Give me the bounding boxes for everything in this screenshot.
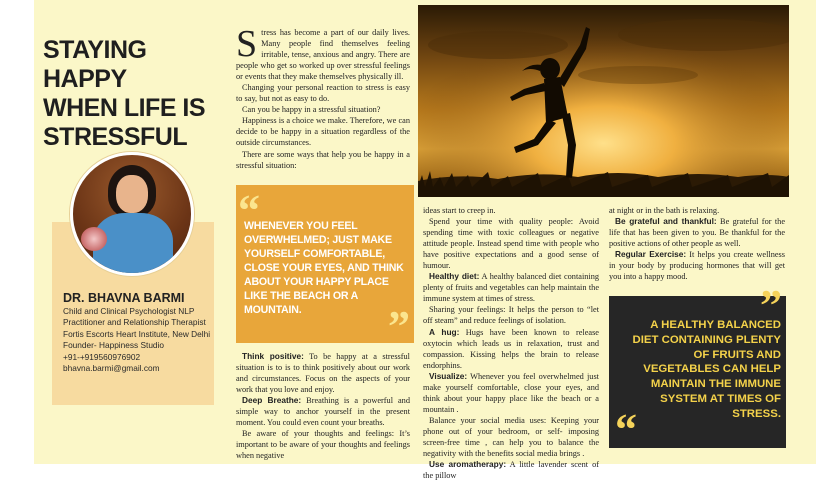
tip-text: To be happy at a stressful situation is to is to think positively about our work and circumstances. Focus on the aspects of your work that you love and enjoy. xyxy=(236,352,410,395)
article-column-2 xyxy=(423,205,599,481)
tip-grateful xyxy=(609,216,785,249)
paragraph-ways: There are some ways that help you be happy in a stressful situation: xyxy=(236,149,410,170)
tip-social-media: Balance your social media uses: Keeping your phone out of your bedroom, or self- imposing screen-free time , can help you to balance the negativity with the benefits social media brings . xyxy=(423,415,599,459)
intro-paragraph: tress has become a part of our daily lives. Many people find themselves feeling irritable, tense, anxious and angry. There are people who get so worked up over stressful feelings or events that they make themselves physically ill. xyxy=(236,28,410,82)
pull-quote-2-text: A HEALTHY BALANCED DIET CONTAINING PLENTY OF FRUITS AND VEGETABLES CAN HELP MAINTAIN THE IMMUNE SYSTEM AT TIMES OF STRESS. xyxy=(632,319,781,420)
tip-hug xyxy=(423,327,599,371)
tip-exercise xyxy=(609,249,785,282)
headline-line-1: STAYING HAPPY xyxy=(43,36,147,93)
page-margin-right xyxy=(816,0,824,464)
pull-quote-1-text: WHENEVER YOU FEEL OVERWHELMED; JUST MAKE YOURSELF COMFORTABLE, CLOSE YOUR EYES, AND THINK ABOUT YOUR HAPPY PLACE LIKE THE BEACH OR A MOUNTAIN. xyxy=(244,220,404,316)
tip-label: Deep Breathe: xyxy=(242,395,302,406)
article-column-1-bottom xyxy=(236,351,410,461)
page-margin-left xyxy=(0,0,34,464)
pull-quote-1 xyxy=(236,185,414,351)
jumping-woman-silhouette-icon xyxy=(418,5,789,197)
headline xyxy=(43,36,233,152)
tip-visualize xyxy=(423,371,599,415)
hero-image xyxy=(418,5,789,197)
author-name: DR. BHAVNA BARMI xyxy=(63,291,185,305)
paragraph-continued: ideas start to creep in. xyxy=(423,206,496,215)
paragraph-reaction: Changing your personal reaction to stress is easy to say, but not as easy to do. xyxy=(236,83,410,104)
tip-text: It helps you create wellness in your body by producing hormones that will get you into a happy mood. xyxy=(609,250,785,282)
tip-label: A hug: xyxy=(429,326,460,337)
tip-text: A little lavender scent of the pillow xyxy=(423,460,599,481)
tip-text: A healthy balanced diet containing plenty of fruits and vegetables can help maintain the immune system at times of stress. xyxy=(423,272,599,304)
headline-line-3: STRESSFUL xyxy=(43,123,188,151)
tip-quality-people: Spend your time with quality people: Avoid spending time with toxic colleagues or negative attitude people. Instead spend time with people who have positive expectations and a good sense of humour. xyxy=(423,217,599,271)
author-studio: Founder- Happiness Studio xyxy=(63,340,165,351)
tip-label: Regular Exercise: xyxy=(615,249,687,260)
tip-think-positive xyxy=(236,351,410,395)
tip-text: Breathing is a powerful and simple way to anchor yourself in the present moment. You could even count your breaths. xyxy=(236,396,410,428)
open-quote-icon: “ xyxy=(615,405,637,454)
author-details xyxy=(63,306,213,374)
tip-deep-breathe xyxy=(236,395,410,428)
tip-label: Visualize: xyxy=(429,370,468,381)
author-email: bhavna.barmi@gmail.com xyxy=(63,363,160,374)
headline-line-2: WHEN LIFE IS xyxy=(43,94,206,122)
author-photo-face xyxy=(116,175,148,213)
author-photo xyxy=(70,152,194,276)
drop-cap: S xyxy=(236,23,258,65)
tip-label: Use aromatherapy: xyxy=(429,459,507,470)
author-title-line-1: Child and Clinical Psychologist NLP xyxy=(63,306,195,316)
author-title-line-2: Practitioner and Relationship Therapist xyxy=(63,317,206,328)
author-affiliation: Fortis Escorts Heart Institute, New Delhi xyxy=(63,328,211,339)
article-column-3 xyxy=(609,205,785,282)
article-column-1 xyxy=(236,23,410,171)
tip-sharing-feelings: Sharing your feelings: It helps the person to “let off steam” and reduce feelings of isolation. xyxy=(423,305,599,326)
open-quote-icon: “ xyxy=(238,186,260,235)
tip-healthy-diet xyxy=(423,271,599,304)
tip-label: Healthy diet: xyxy=(429,271,480,282)
paragraph-question: Can you be happy in a stressful situation? xyxy=(242,105,381,115)
paragraph-continued: at night or in the bath is relaxing. xyxy=(609,206,720,215)
tip-label: Think positive: xyxy=(242,351,304,361)
tip-label: Be grateful and thankful: xyxy=(615,216,717,227)
tip-text: Be grateful for the life that has been given to you. Be thankful for the positive actions of other people as well. xyxy=(609,217,786,249)
tip-text: Hugs have been known to release oxytocin which leads us in relaxation, trust and compassion. Kissing helps the brain to release endorphins. xyxy=(423,327,599,370)
tip-be-aware: Be aware of your thoughts and feelings: It’s important to be aware of your thoughts and feelings when negative xyxy=(236,429,410,461)
author-phone: +91-+919560976902 xyxy=(63,351,141,362)
close-quote-icon: ” xyxy=(760,281,782,330)
close-quote-icon: ” xyxy=(388,302,410,351)
pull-quote-2 xyxy=(609,281,786,454)
tip-text: Whenever you feel overwhelmed just make yourself comfortable, close your eyes, and think about your happy place like the beach or a mountain . xyxy=(423,371,599,414)
author-photo-flowers xyxy=(81,227,107,251)
tip-aromatherapy xyxy=(423,459,599,481)
paragraph-choice: Happiness is a choice we make. Therefore, we can decide to be happy in a situation regardless of the outside circumstances. xyxy=(236,116,410,148)
